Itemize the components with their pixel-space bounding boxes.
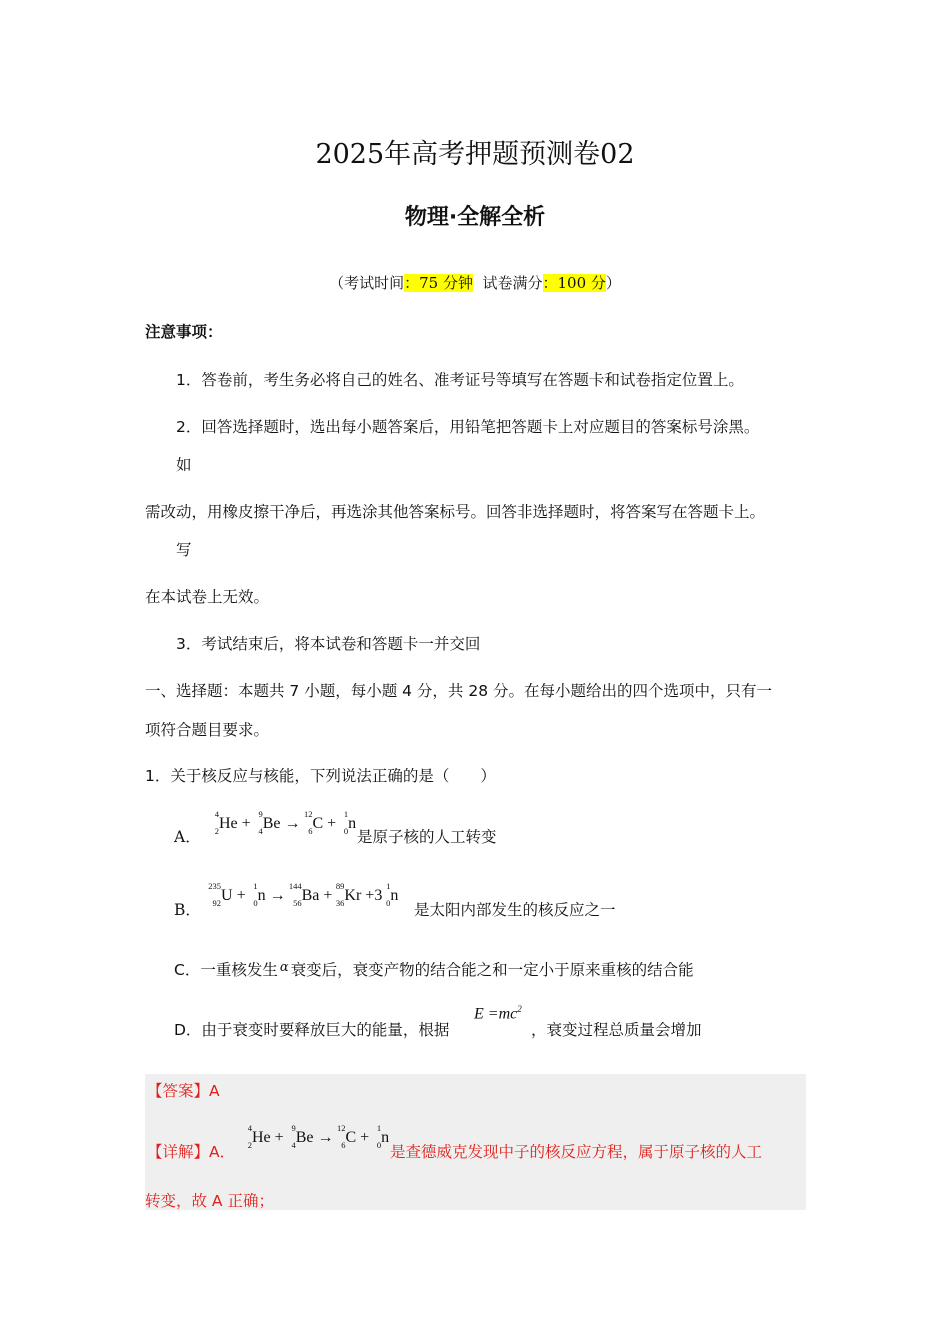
- notes-item-3: 3．考试结束后，将本试卷和答题卡一并交回: [176, 635, 481, 653]
- equation-detail: 4 2 He + 9 4 Be → 12 6 C + 1 0 n: [247, 1123, 390, 1150]
- detail-label: 【详解】A．: [147, 1143, 236, 1161]
- exam-score: ：100 分: [542, 274, 606, 292]
- notes-item-2-line-3: 需改动，用橡皮擦干净后，再选涂其他答案标号。回答非选择题时，将答案写在答题卡上。: [145, 503, 766, 521]
- option-c-label: C．一重核发生: [174, 961, 278, 979]
- notes-item-2-line-2: 如: [176, 456, 192, 474]
- option-a-text: 是原子核的人工转变: [357, 828, 497, 846]
- exam-info-close: ）: [605, 274, 621, 292]
- option-a-label: A．: [174, 828, 201, 846]
- answer-label: 【答案】A: [147, 1082, 220, 1100]
- notes-item-1: 1．答卷前，考生务必将自己的姓名、准考证号等填写在答题卡和试卷指定位置上。: [176, 371, 744, 389]
- detail-text: 是查德威克发现中子的核反应方程，属于原子核的人工: [390, 1143, 763, 1161]
- exam-info: [0, 272, 950, 293]
- section-heading-line-2: 项符合题目要求。: [145, 721, 270, 739]
- question-1-stem: 1．关于核反应与核能，下列说法正确的是（ ）: [145, 767, 496, 785]
- equation-a: 4 2 He + 9 4 Be → 12 6 C + 1 0 n: [214, 809, 357, 836]
- section-heading-line-1: 一、选择题：本题共 7 小题，每小题 4 分，共 28 分。在每小题给出的四个选项中，只有一: [145, 682, 773, 700]
- page-subtitle: 物理·全解全析: [404, 205, 546, 230]
- option-b-text: 是太阳内部发生的核反应之一: [414, 901, 616, 919]
- detail-line-2: 转变，故 A 正确；: [145, 1192, 274, 1210]
- exam-info-gap: 试卷满分: [472, 274, 543, 292]
- option-d-text: ，衰变过程总质量会增加: [531, 1021, 702, 1039]
- exam-info-open: （考试时间: [329, 274, 405, 292]
- notes-item-2-line-4: 写: [176, 541, 192, 559]
- notes-item-2-line-1: 2．回答选择题时，选出每小题答案后，用铅笔把答题卡上对应题目的答案标号涂黑。: [176, 418, 760, 436]
- exam-time: ：75 分钟: [404, 274, 473, 292]
- option-b-label: B．: [174, 901, 201, 919]
- alpha-symbol: α: [279, 960, 289, 975]
- mass-energy-formula: $E =mc^2$: [474, 1004, 522, 1023]
- option-d-label: D．由于衰变时要释放巨大的能量，根据: [174, 1021, 450, 1039]
- option-c-text: 衰变后，衰变产物的结合能之和一定小于原来重核的结合能: [290, 961, 694, 979]
- notes-item-2-line-5: 在本试卷上无效。: [145, 588, 270, 606]
- equation-b: 235 92 U + 1 0 n → 144 56 Ba + 89 36 Kr +3 1 0 n: [208, 881, 399, 908]
- notes-heading: 注意事项：: [145, 323, 223, 341]
- page-title: 2025年高考押题预测卷02: [315, 139, 635, 170]
- option-c: [174, 958, 694, 980]
